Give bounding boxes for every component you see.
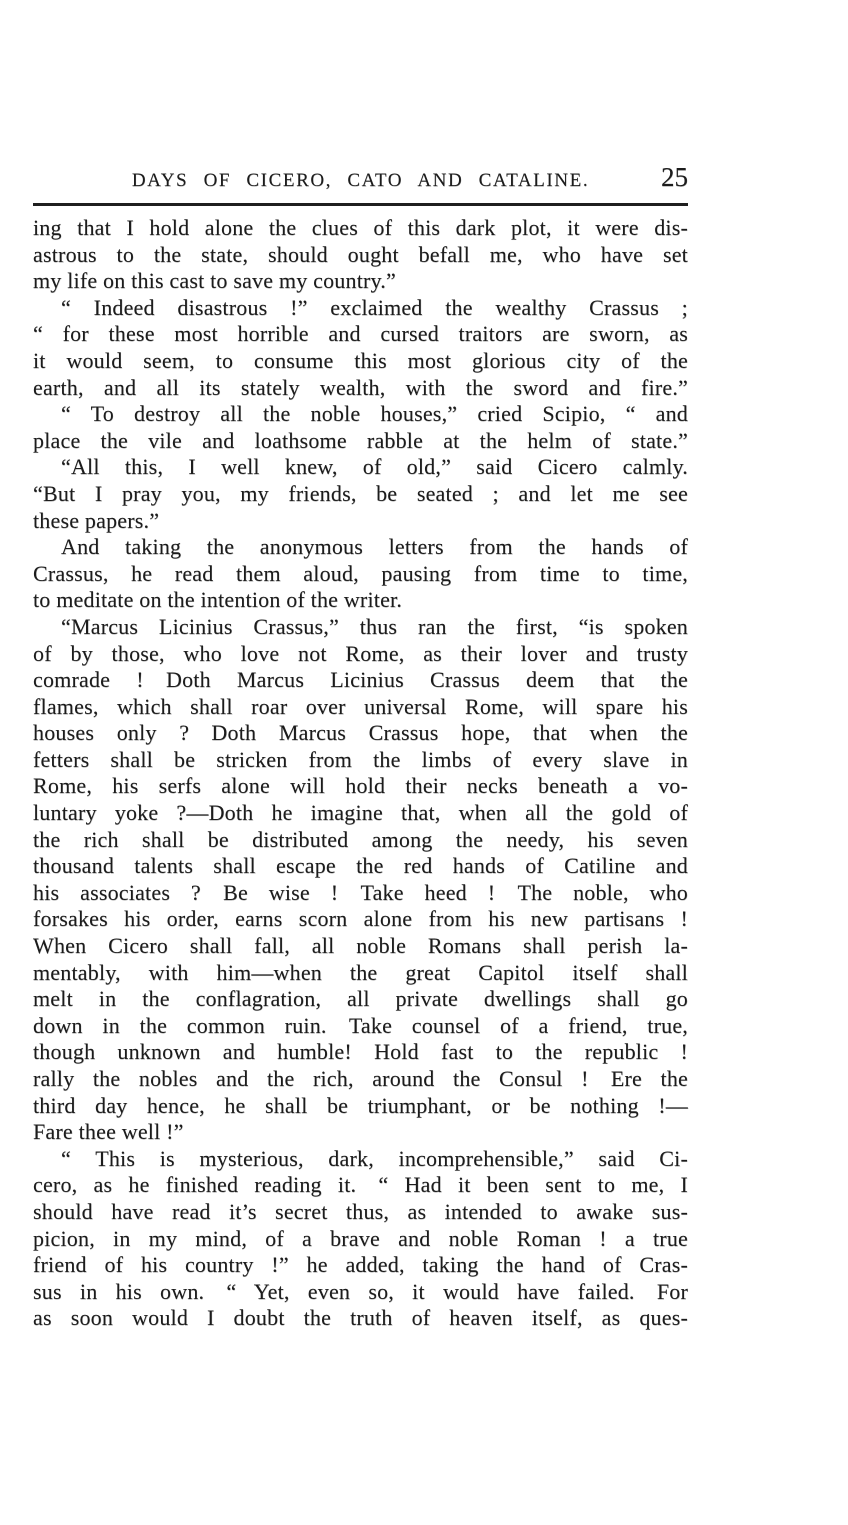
text-line: third day hence, he shall be triumphant, or be nothing !— (33, 1092, 688, 1118)
text-line: down in the common ruin. Take counsel of a friend, true, (33, 1012, 688, 1038)
text-line: thousand talents shall escape the red hands of Catiline and (33, 853, 688, 879)
text-line: forsakes his order, earns scorn alone from his new partisans ! (33, 906, 688, 932)
text-line: it would seem, to consume this most glorious city of the (33, 347, 688, 373)
text-line: Fare thee well !” (33, 1119, 184, 1145)
text-line: earth, and all its stately wealth, with the sword and fire.” (33, 374, 688, 400)
text-line: the rich shall be distributed among the needy, his seven (33, 826, 688, 852)
text-line: When Cicero shall fall, all noble Romans shall perish la- (33, 933, 688, 959)
running-header-title: DAYS OF CICERO, CATO AND CATALINE. (131, 170, 590, 191)
text-line: though unknown and humble! Hold fast to the republic ! (33, 1039, 688, 1065)
text-line: of by those, who love not Rome, as their lover and trusty (33, 640, 688, 666)
text-line: mentably, with him—when the great Capitol itself shall (33, 959, 688, 985)
text-line: fetters shall be stricken from the limbs of every slave in (33, 746, 688, 772)
text-line: ing that I hold alone the clues of this dark plot, it were dis- (33, 215, 688, 240)
text-line: “ To destroy all the noble houses,” cried Scipio, “ and (61, 401, 688, 427)
header-rule (33, 203, 688, 206)
text-line: rally the nobles and the rich, around the Consul ! Ere the (33, 1066, 688, 1091)
text-line: “Marcus Licinius Crassus,” thus ran the first, “is spoken (61, 613, 688, 639)
text-line: “ for these most horrible and cursed traitors are sworn, as (33, 321, 688, 347)
text-line: luntary yoke ?—Doth he imagine that, when all the gold of (33, 800, 688, 826)
text-body (33, 215, 688, 1332)
text-line: “ This is mysterious, dark, incomprehensible,” said Ci- (61, 1145, 688, 1171)
text-line: these papers.” (33, 507, 160, 533)
text-line: And taking the anonymous letters from the hands of (61, 534, 688, 560)
text-line: cero, as he finished reading it. “ Had it been sent to me, I (33, 1172, 688, 1198)
text-line: houses only ? Doth Marcus Crassus hope, that when the (33, 720, 688, 746)
text-line: Rome, his serfs alone will hold their necks beneath a vo- (33, 773, 688, 799)
page-number: 25 (661, 162, 688, 192)
text-line: sus in his own. “ Yet, even so, it would have failed. For (33, 1278, 688, 1304)
text-line: as soon would I doubt the truth of heaven itself, as ques- (33, 1305, 688, 1331)
text-line: comrade ! Doth Marcus Licinius Crassus deem that the (33, 667, 688, 693)
running-header (33, 162, 688, 197)
text-line: his associates ? Be wise ! Take heed ! The noble, who (33, 879, 688, 905)
text-line: astrous to the state, should ought befall me, who have set (33, 241, 688, 267)
text-line: “But I pray you, my friends, be seated ; and let me see (33, 480, 688, 506)
text-line: my life on this cast to save my country.” (33, 268, 396, 294)
text-line: “All this, I well knew, of old,” said Cicero calmly. (61, 454, 688, 480)
text-line: place the vile and loathsome rabble at the helm of state.” (33, 427, 688, 453)
text-line: should have read it’s secret thus, as intended to awake sus- (33, 1198, 688, 1224)
text-line: friend of his country !” he added, taking the hand of Cras- (33, 1252, 688, 1278)
text-line: Crassus, he read them aloud, pausing from time to time, (33, 560, 688, 586)
text-line: picion, in my mind, of a brave and noble Roman ! a true (33, 1225, 688, 1251)
page-content (33, 162, 688, 1332)
text-line: “ Indeed disastrous !” exclaimed the wealthy Crassus ; (61, 294, 688, 320)
text-line: flames, which shall roar over universal Rome, will spare his (33, 693, 688, 719)
text-line: to meditate on the intention of the writer. (33, 587, 403, 613)
text-line: melt in the conflagration, all private dwellings shall go (33, 986, 688, 1012)
